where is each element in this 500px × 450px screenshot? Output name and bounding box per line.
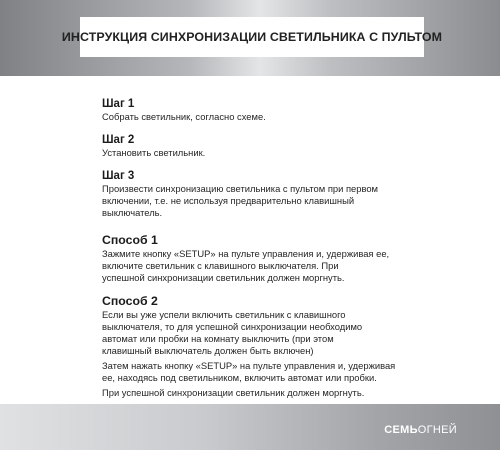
method-1-text: Зажмите кнопку «SETUP» на пульте управления и, удерживая ее, включите светильник с клавишного выключателя. При успешной синхронизации светильник должен моргнуть.: [102, 248, 390, 283]
step-2-title: Шаг 2: [102, 134, 135, 146]
method-2-paragraph: При успешной синхронизации светильник должен моргнуть.: [102, 387, 365, 398]
step-2-text: Установить светильник.: [102, 147, 206, 158]
header-band: [0, 0, 500, 76]
step-1-title: Шаг 1: [102, 98, 135, 110]
brand-logo: [384, 424, 457, 436]
step-1-text: Собрать светильник, согласно схеме.: [102, 111, 266, 122]
method-2-title: Способ 2: [102, 294, 158, 308]
page-title: ИНСТРУКЦИЯ СИНХРОНИЗАЦИИ СВЕТИЛЬНИКА С ПУЛЬТОМ: [61, 30, 443, 44]
step-3-title: Шаг 3: [102, 170, 135, 182]
instruction-content: [102, 97, 432, 399]
method-1-title: Способ 1: [102, 233, 158, 247]
brand-logo-part-bold: СЕМЬ: [384, 424, 418, 436]
step-3-text: Произвести синхронизацию светильника с пультом при первом включении, т.е. не используя предварительно клавишный выключатель.: [102, 183, 378, 218]
method-2-paragraph: Затем нажать кнопку «SETUP» на пульте управления и, удерживая ее, находясь под светильником, включить автомат или пробки.: [102, 360, 396, 383]
brand-logo-part-light: ОГНЕЙ: [417, 424, 457, 436]
method-2-paragraph: Если вы уже успели включить светильник с клавишного выключателя, то для успешной синхронизации необходимо автомат или пробки на комнату выключить (при этом клавишный выключатель должен быть включен): [102, 309, 363, 356]
header-title-bar: [61, 17, 443, 57]
